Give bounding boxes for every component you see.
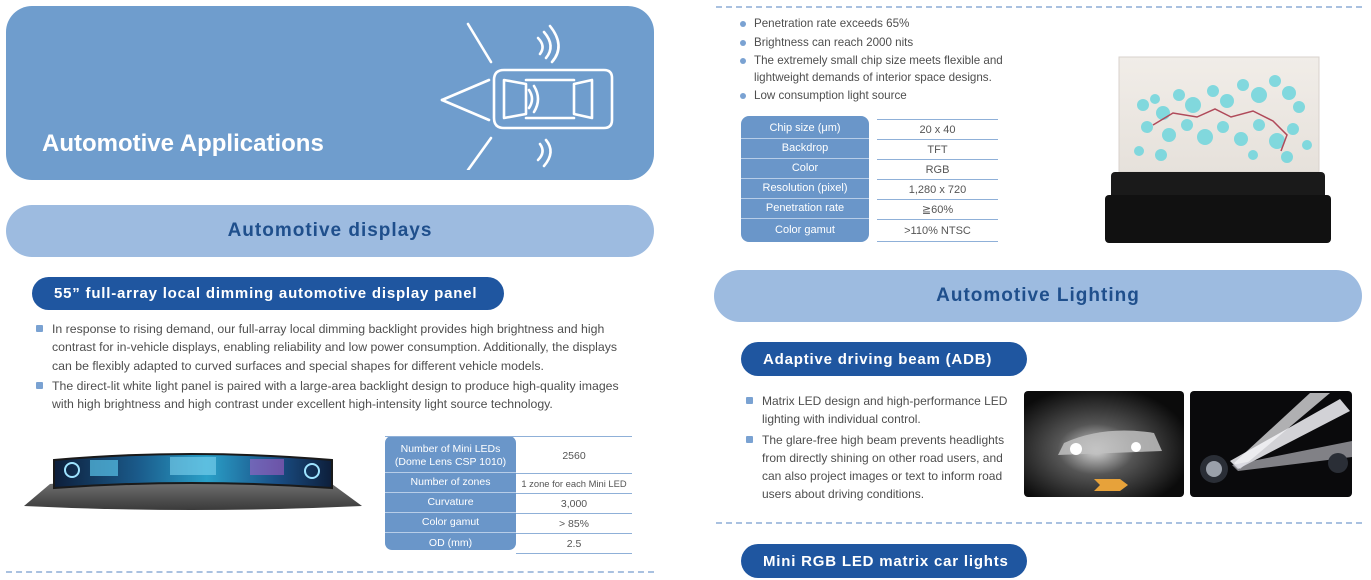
section-heading-automotive-lighting bbox=[714, 270, 1362, 322]
list-item: The direct-lit white light panel is paired with a large-area backlight design to produce high-quality images with high brightness and high contrast under excellent high-intensity light source technology. bbox=[36, 377, 636, 414]
panel-title: 55” full-array local dimming automotive display panel bbox=[54, 285, 478, 302]
section-heading-text: Automotive Lighting bbox=[936, 285, 1140, 306]
spec-label: Color bbox=[741, 159, 869, 179]
transparent-display-image bbox=[1103, 55, 1333, 245]
divider bbox=[716, 522, 1362, 524]
spec-label: Penetration rate bbox=[741, 199, 869, 219]
spec-label: Resolution (pixel) bbox=[741, 179, 869, 199]
spec-label: Color gamut bbox=[775, 223, 835, 236]
spec-label: Number of zones bbox=[385, 473, 516, 493]
spec-label: Chip size (μm) bbox=[741, 119, 869, 139]
hero-banner bbox=[6, 6, 654, 180]
transparent-display-bullets bbox=[740, 16, 1025, 107]
divider bbox=[716, 6, 1362, 8]
table-row bbox=[741, 119, 998, 139]
transparent-spec-table bbox=[741, 116, 998, 244]
mini-rgb-title: Mini RGB LED matrix car lights bbox=[763, 552, 1009, 570]
table-row bbox=[385, 473, 632, 493]
spec-value: 1 zone for each Mini LED bbox=[516, 473, 632, 493]
table-row bbox=[385, 493, 632, 513]
list-item: Low consumption light source bbox=[740, 88, 1025, 105]
spec-label: OD (mm) bbox=[428, 536, 473, 549]
list-item: Penetration rate exceeds 65% bbox=[740, 16, 1025, 33]
spec-value: TFT bbox=[877, 139, 998, 159]
list-item: In response to rising demand, our full-array local dimming backlight provides high brightness and high contrast for in-vehicle displays, enabling reliability and low power consumption. Additionally, the displays can be flexibly adapted to curved surfaces and special shapes for different vehicle models. bbox=[36, 320, 636, 375]
table-row bbox=[741, 179, 998, 199]
spec-value: 1,280 x 720 bbox=[877, 179, 998, 199]
spec-value: 20 x 40 bbox=[877, 119, 998, 139]
adb-matrix-photo bbox=[1190, 391, 1352, 497]
panel-spec-table bbox=[385, 436, 632, 554]
panel-title-badge bbox=[32, 277, 504, 310]
divider bbox=[6, 571, 654, 573]
list-item: The extremely small chip size meets flexible and lightweight demands of interior space designs. bbox=[740, 53, 1025, 86]
table-row bbox=[741, 159, 998, 179]
table-row bbox=[741, 139, 998, 159]
spec-value: RGB bbox=[877, 159, 998, 179]
spec-value: >110% NTSC bbox=[877, 219, 998, 241]
hero-title: Automotive Applications bbox=[42, 130, 324, 157]
list-item: The glare-free high beam prevents headlights from directly shining on other road users, and can also project images or text to inform road users about driving conditions. bbox=[746, 431, 1012, 504]
spec-value: ≧60% bbox=[877, 199, 998, 219]
adb-title: Adaptive driving beam (ADB) bbox=[763, 350, 993, 368]
table-row bbox=[741, 199, 998, 219]
curved-display-image bbox=[20, 440, 366, 514]
spec-label: Number of Mini LEDs (Dome Lens CSP 1010) bbox=[385, 439, 516, 473]
table-row bbox=[385, 513, 632, 533]
section-heading-automotive-displays bbox=[6, 205, 654, 257]
spec-value: 3,000 bbox=[516, 493, 632, 513]
panel-bullets bbox=[36, 320, 636, 415]
spec-value: > 85% bbox=[516, 513, 632, 533]
adb-bullets bbox=[746, 392, 1012, 506]
spec-value: 2560 bbox=[562, 450, 586, 462]
spec-label: Curvature bbox=[385, 493, 516, 513]
list-item: Matrix LED design and high-performance LED lighting with individual control. bbox=[746, 392, 1012, 429]
spec-label: Backdrop bbox=[741, 139, 869, 159]
table-row bbox=[385, 533, 632, 553]
spec-value: 2.5 bbox=[516, 533, 632, 553]
table-row bbox=[741, 219, 998, 241]
spec-label: Color gamut bbox=[385, 513, 516, 533]
adb-title-badge bbox=[741, 342, 1027, 376]
mini-rgb-title-badge bbox=[741, 544, 1027, 578]
list-item: Brightness can reach 2000 nits bbox=[740, 35, 1025, 52]
adb-road-photo bbox=[1024, 391, 1184, 497]
section-heading-text: Automotive displays bbox=[227, 220, 433, 241]
car-sensor-icon bbox=[434, 20, 634, 170]
table-row bbox=[385, 439, 632, 473]
